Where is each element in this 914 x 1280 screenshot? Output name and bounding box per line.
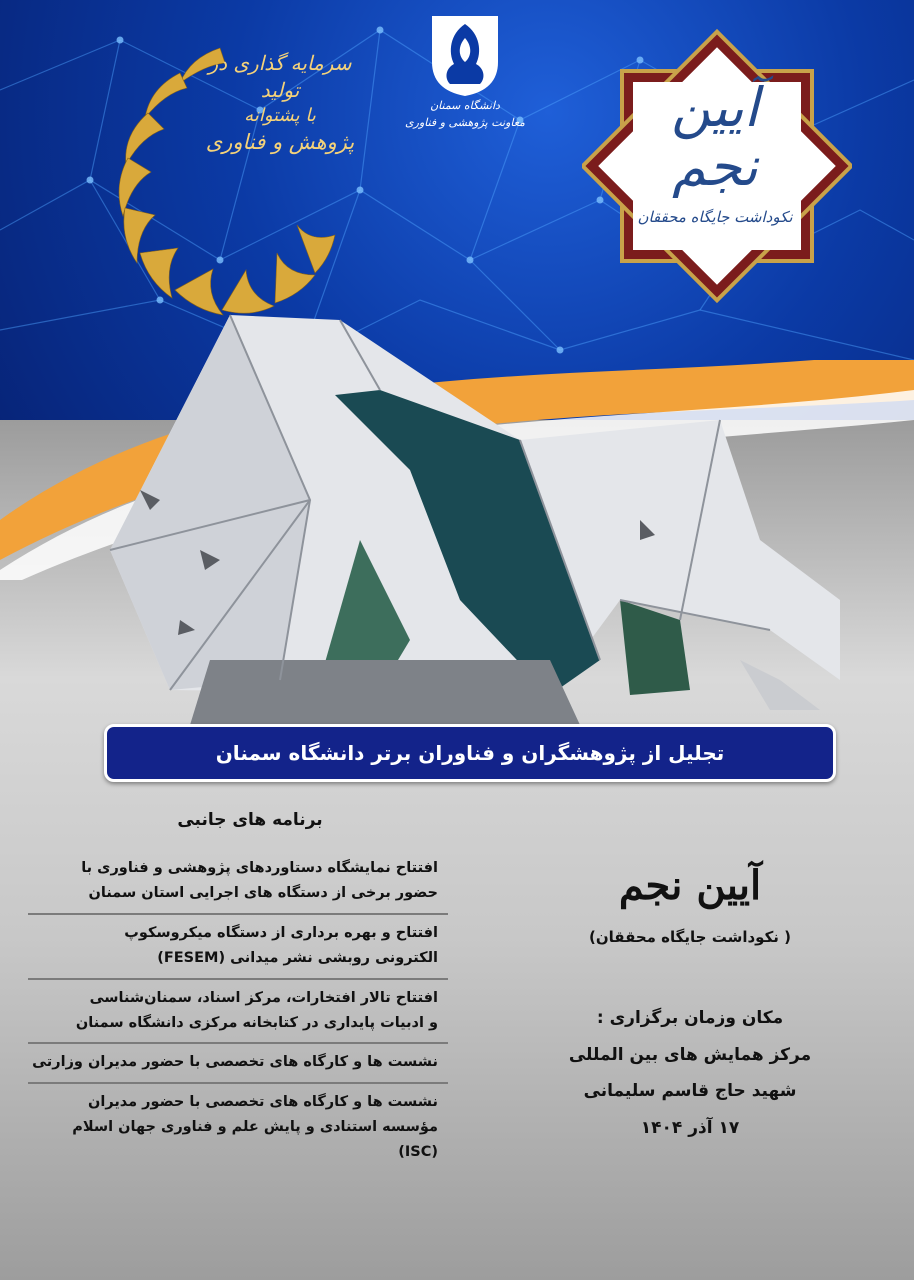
badge-subtitle: نکوداشت جایگاه محققان [637, 208, 793, 226]
side-programs-title: برنامه های جانبی [177, 810, 323, 830]
university-department: معاونت پژوهشی و فناوری [405, 115, 525, 129]
side-program-item: افتتاح تالار افتخارات، مرکز اسناد، سمنان‌شناسی و ادبیات پایداری در کتابخانه مرکزی دانشگاه سمنان [28, 978, 448, 1043]
event-subtitle: ( نکوداشت جایگاه محققان) [588, 928, 792, 946]
slogan-line-3: پژوهش و فناوری [205, 130, 355, 155]
building-image [80, 300, 850, 730]
venue-label: مکان وزمان برگزاری : [596, 1008, 784, 1028]
venue-line-2: شهید حاج قاسم سلیمانی [583, 1081, 797, 1102]
logo-left-slogan [190, 50, 370, 157]
university-emblem-icon [428, 12, 502, 98]
slogan-line-1: سرمایه گذاری در تولید [208, 51, 352, 102]
university-logo [400, 12, 530, 162]
slogan-line-2: با پشتوانه [244, 105, 316, 126]
side-program-item: افتتاح و بهره برداری از دستگاه میکروسکوپ الکترونی روبشی نشر میدانی (FESEM) [28, 913, 448, 978]
venue-line-1: مرکز همایش های بین المللی [568, 1044, 812, 1065]
badge-title: آیین نجم [671, 76, 759, 199]
event-title: آیین نجم [618, 862, 762, 909]
side-program-item: نشست ها و کارگاه های تخصصی با حضور مدیران مؤسسه استنادی و پایش علم و فناوری جهان اسلام (ISC) [28, 1082, 448, 1172]
side-programs-list [28, 850, 448, 1172]
event-date: ۱۷ آذر ۱۴۰۴ [640, 1117, 740, 1138]
university-name: دانشگاه سمنان [430, 99, 500, 112]
event-banner: تجلیل از پژوهشگران و فناوران برتر دانشگاه سمنان [104, 724, 836, 782]
side-program-item: افتتاح نمایشگاه دستاوردهای پژوهشی و فناوری با حضور برخی از دستگاه های اجرایی استان سمنان [81, 860, 438, 902]
venue-info [520, 1000, 860, 1146]
side-program-item: نشست ها و کارگاه های تخصصی با حضور مدیران وزارتی [28, 1042, 448, 1081]
